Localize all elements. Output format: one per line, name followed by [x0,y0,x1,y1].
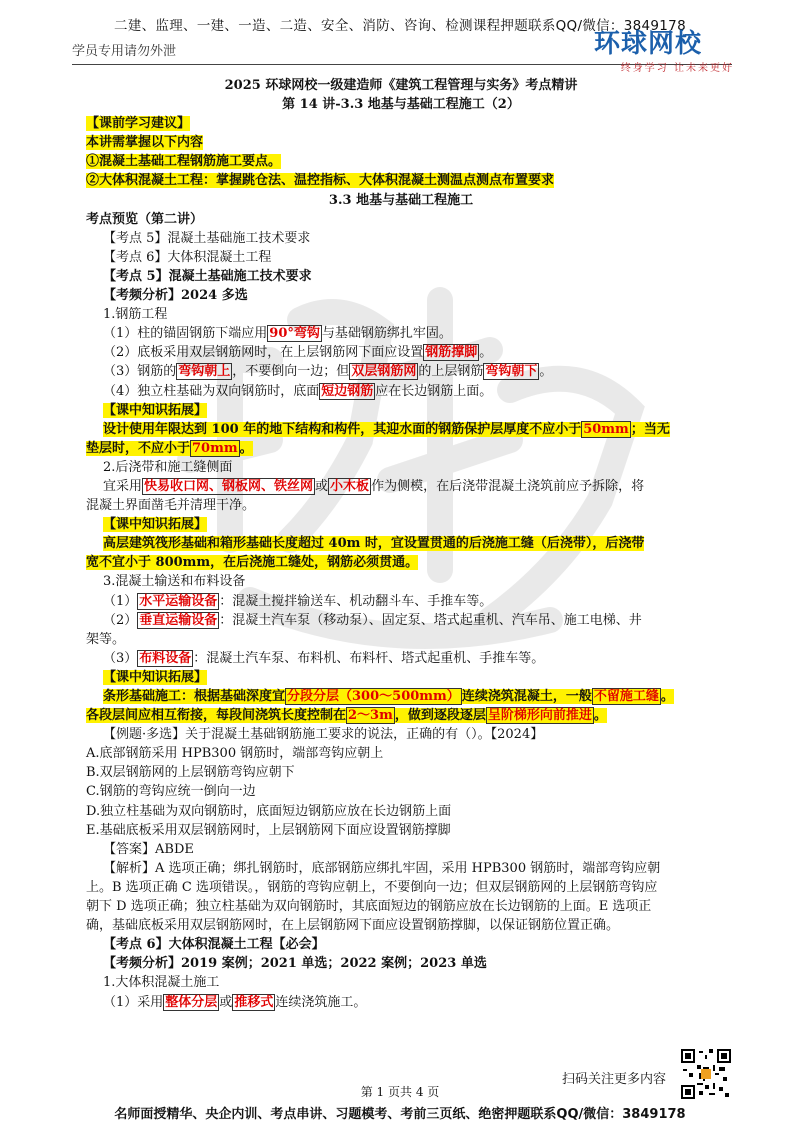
logo-text: 环球网校 [594,29,703,59]
frequency-analysis-6: 【考频分析】2019 案例；2021 单选；2022 案例；2023 单选 [103,956,487,972]
extension-postpour-1: 高层建筑筏形基础和箱形基础长度超过 40m 时，宜设置贯通的后浇施工缝（后浇带），后浇带 [103,536,645,552]
analysis-line-1: 【解析】A 选项正确；绑扎钢筋时，底部钢筋应绑扎牢固，采用 HPB300 钢筋时，端部弯钩应朝 [103,860,661,876]
rebar-item-1: （1）柱的锚固钢筋下端应用 90°弯钩 与基础钢筋绑扎牢固。 [103,326,452,342]
analysis-line-4: 确，基础底板采用双层钢筋网时，在上层钢筋网下面应设置钢筋撑脚，以保证钢筋位置正确。 [86,918,620,934]
rebar-item-4: （4）独立柱基础为双向钢筋时，底面 短边钢筋 应在长边钢筋上面。 [103,383,493,399]
analysis-line-2: 上。B 选项正确 C 选项错误。，钢筋的弯钩应朝上，不要倒向一边；但双层钢筋网的上层钢筋弯钩应 [86,879,658,895]
topic6-heading: 【考点 6】大体积混凝土工程【必会】 [103,937,325,953]
equipment-item-3: （3） 布料设备 ：混凝土汽车泵、布料机、布料杆、塔式起重机、手推车等。 [103,650,545,666]
extension-label: 【课中知识拓展】 [103,517,208,533]
extension-cover-1: 设计使用年限达到 100 年的地下结构和构件，其迎水面的钢筋保护层厚度不应小于 50mm ；当无 [103,421,670,437]
key-term: 钢筋撑脚 [425,345,478,361]
key-term: 90°弯钩 [269,326,320,342]
learning-point-1: ①混凝土基础工程钢筋施工要点。 [86,154,282,170]
subsection-post-pour: 2.后浇带和施工缝侧面 [103,459,233,475]
option-b: B.双层钢筋网的上层钢筋弯钩应朝下 [86,765,295,781]
rebar-item-2: （2）底板采用双层钢筋网时，在上层钢筋网下面应设置 钢筋撑脚 。 [103,345,493,361]
example-question: 【例题·多选】关于混凝土基础钢筋施工要求的说法，正确的有（）。【2024】 [103,727,544,743]
logo-slogan: 终身学习 让未来更好 [620,63,734,74]
extension-strip-2: 各段层间应相互衔接，每段间浇筑长度控制在 2～3m ，做到逐段逐层 呈阶梯形向前推进 。 [86,708,607,724]
key-term: 呈阶梯形向前推进 [487,708,592,724]
extension-strip-1: 条形基础施工：根据基础深度宜 分段分层（300～500mm） 连续浇筑混凝土，一般 不留施工缝 。 [103,689,674,704]
section-label: 【课前学习建议】 [86,116,191,132]
mass-concrete-item-1: （1）采用 整体分层 或 推移式 连续浇筑施工。 [103,994,367,1010]
document-body [86,76,716,1012]
equipment-item-2: （2） 垂直运输设备 ：混凝土汽车泵（移动泵）、固定泵、塔式起重机、汽车吊、施工电梯、井 [103,612,642,628]
key-term: 布料设备 [139,650,192,666]
subsection-equipment: 3.混凝土输送和布料设备 [103,574,246,590]
key-term: 整体分层 [165,994,218,1010]
key-term: 小木板 [330,478,370,494]
key-term: 推移式 [234,994,274,1010]
key-term: 2～3m [348,708,393,724]
option-a: A.底部钢筋采用 HPB300 钢筋时，端部弯钩应朝上 [86,746,384,762]
extension-label: 【课中知识拓展】 [103,669,208,685]
footer-contact-line: 名师面授精华、央企内训、考点串讲、习题模考、考前三页纸、绝密押题联系QQ/微信：3849178 [114,1107,686,1122]
key-term: 不留施工缝 [593,689,659,704]
preview-item-5: 【考点 5】混凝土基础施工技术要求 [103,230,311,246]
learning-intro: 本讲需掌握以下内容 [86,135,204,151]
frequency-analysis: 【考频分析】2024 多选 [103,288,248,304]
key-term: 垂直运输设备 [139,612,218,628]
doc-title: 2025 环球网校一级建造师《建筑工程管理与实务》考点精讲 [224,78,578,93]
section-heading: 3.3 地基与基础工程施工 [328,192,474,208]
key-term: 短边钢筋 [321,383,374,399]
option-e: E.基础底板采用双层钢筋网时，上层钢筋网下面应设置钢筋撑脚 [86,822,451,838]
key-term: 70mm [192,440,238,456]
header-contact-line: 二建、监理、一建、一造、二造、安全、消防、咨询、检测课程押题联系QQ/微信：3849178 [114,18,686,34]
subsection-rebar: 1.钢筋工程 [103,307,168,323]
key-term: 弯钩朝上 [178,364,231,380]
subsection-mass-concrete: 1.大体积混凝土施工 [103,975,220,991]
learning-point-2: ②大体积混凝土工程：掌握跳仓法、温控指标、大体积混凝土测温点测点布置要求 [86,173,555,189]
equipment-item-1: （1） 水平运输设备 ：混凝土搅拌输送车、机动翻斗车、手推车等。 [103,593,493,609]
option-c: C.钢筋的弯钩应统一倒向一边 [86,784,256,800]
scan-prompt: 扫码关注更多内容 [562,1072,667,1087]
key-term: 50mm [583,421,629,437]
answer: 【答案】ABDE [103,841,194,857]
key-term: 快易收口网、钢板网、铁丝网 [144,478,314,494]
extension-cover-2: 垫层时，不应小于 70mm 。 [86,440,253,456]
preview-item-6: 【考点 6】大体积混凝土工程 [103,249,272,265]
brand-logo [594,30,734,74]
preview-heading: 考点预览（第二讲） [86,211,204,227]
option-d: D.独立柱基础为双向钢筋时，底面短边钢筋应放在长边钢筋上面 [86,803,452,819]
key-term: 分段分层（300～500mm） [287,689,460,704]
key-term: 弯钩朝下 [485,364,538,380]
rebar-item-3: （3）钢筋的 弯钩朝上 ，不要倒向一边；但 双层钢筋网 的上层钢筋 弯钩朝下 。 [103,364,553,380]
extension-postpour-2: 宽不宜小于 800mm，在后浇施工缝处，钢筋必须贯通。 [86,555,419,571]
post-pour-text-2: 混凝土界面凿毛并清理干净。 [86,498,256,514]
analysis-line-3: 朝下 D 选项正确；独立柱基础为双向钢筋时，其底面短边的钢筋应放在长边钢筋的上面。E 选项正 [86,899,652,915]
extension-label: 【课中知识拓展】 [103,402,208,418]
confidential-note: 学员专用请勿外泄 [72,44,177,59]
equipment-item-2-cont: 架等。 [86,631,126,647]
lecture-title: 第 14 讲-3.3 地基与基础工程施工（2） [282,97,520,113]
post-pour-text-1: 宜采用 快易收口网、钢板网、铁丝网 或 小木板 作为侧模，在后浇带混凝土浇筑前应予拆除，将 [103,478,645,494]
key-term: 双层钢筋网 [351,364,417,380]
page-number: 第 1 页共 4 页 [360,1085,440,1099]
topic5-heading: 【考点 5】混凝土基础施工技术要求 [103,268,312,284]
key-term: 水平运输设备 [139,593,218,609]
